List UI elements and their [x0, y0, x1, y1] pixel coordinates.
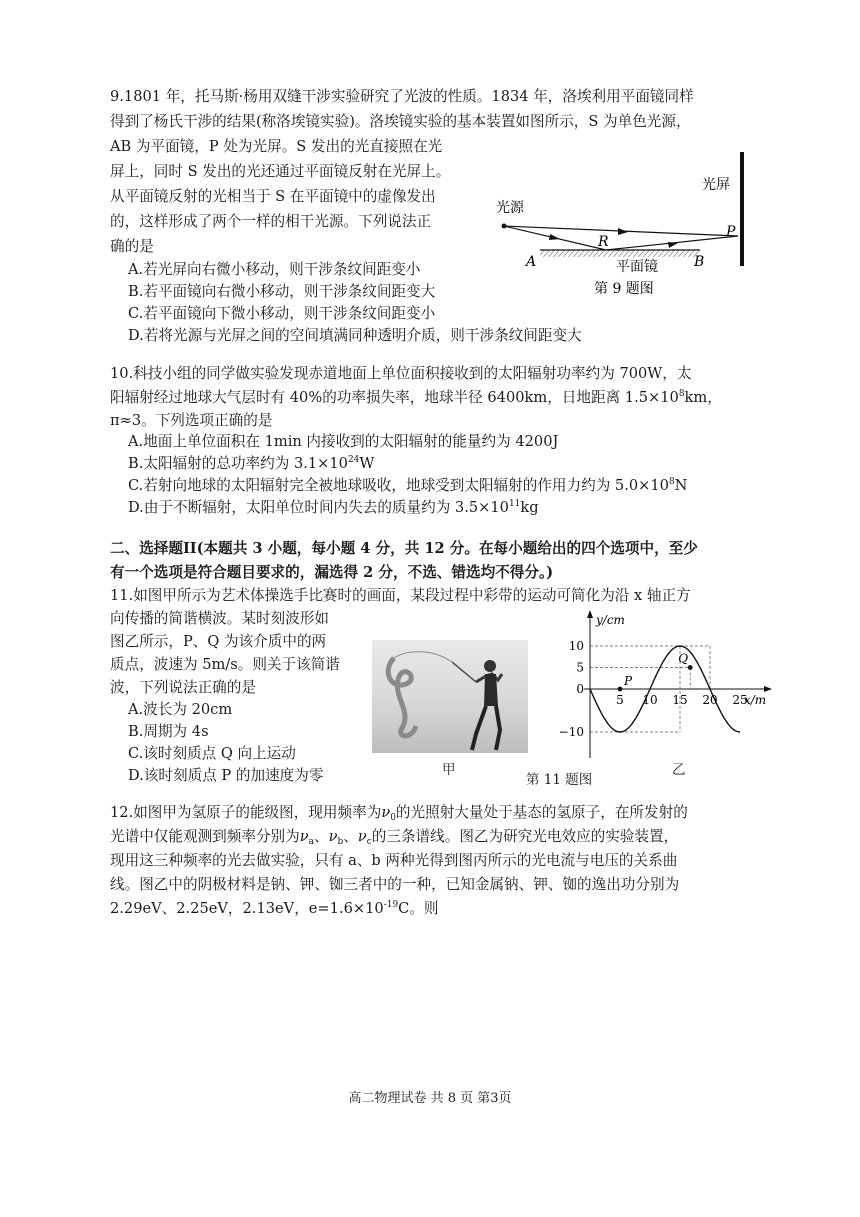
x-axis-label: x/m	[744, 693, 767, 707]
y-tick-label: −10	[558, 725, 584, 739]
q11-line-4: 质点，波速为 5m/s。则关于该简谐	[110, 656, 340, 673]
q10-line-3: π≈3。下列选项正确的是	[110, 412, 273, 429]
q9-option-d: D.若将光源与光屏之间的空间填满同种透明介质，则干涉条纹间距变大	[128, 327, 582, 344]
q9-line-3: AB 为平面镜，P 处为光屏。S 发出的光直接照在光	[110, 138, 443, 155]
screen-label: 光屏	[702, 177, 730, 193]
x-tick-label: 15	[672, 693, 688, 707]
page-footer: 高二物理试卷 共 8 页 第3页	[348, 1091, 512, 1106]
q12-line-3: 现用这三种频率的光去做实验，只有 a、b 两种光得到图丙所示的光电流与电压的关系曲	[110, 852, 678, 869]
gymnast-photo	[372, 640, 528, 753]
direct-ray-arrow	[618, 228, 628, 235]
q9-line-7: 确的是	[110, 238, 154, 255]
q10-option-a: A.地面上单位面积在 1min 内接收到的太阳辐射的能量约为 4200J	[128, 433, 559, 450]
q12-line-1: 12.如图甲为氢原子的能级图，现用频率为$\nu_0$的光照射大量处于基态的氢原子，在所发射的	[110, 804, 688, 823]
q9-figure-caption: 第 9 题图	[594, 281, 654, 297]
point-b-label: B	[694, 254, 705, 270]
y-tick-label: 5	[576, 660, 584, 675]
mirror-label: 平面镜	[616, 259, 658, 275]
q11-option-c: C.该时刻质点 Q 向上运动	[128, 745, 296, 762]
mirror-hatch	[540, 250, 700, 257]
q9-option-c: C.若平面镜向下微小移动，则干涉条纹间距变小	[128, 305, 436, 322]
q11-option-a: A.波长为 20cm	[128, 701, 233, 718]
q9-option-a: A.若光屏向右微小移动，则干涉条纹间距变小	[128, 261, 421, 278]
q10-line-1: 10.科技小组的同学做实验发现赤道地面上单位面积接收到的太阳辐射功率约为 700W，太	[110, 365, 692, 382]
q11-line-3: 图乙所示，P、Q 为该介质中的两	[110, 633, 327, 650]
point-q-label: Q	[678, 651, 689, 666]
q9-figure	[488, 150, 758, 300]
wave-graph	[540, 608, 780, 768]
source-label: 光源	[496, 200, 524, 216]
section-2-heading-line-2: 有一个选项是符合题目要求的，漏选得 2 分，不选、错选均不得分。)	[110, 564, 554, 581]
q12-line-5: 2.29eV、2.25eV，2.13eV，$e=1.6\times 10^{-19}C$。则	[110, 900, 439, 917]
q11-figure-caption: 第 11 题图	[526, 772, 593, 788]
gymnast-body	[484, 674, 498, 706]
q9-option-b: B.若平面镜向右微小移动，则干涉条纹间距变大	[128, 283, 436, 300]
reflected-ray-arrow	[668, 242, 678, 248]
q9-line-2: 得到了杨氏干涉的结果(称洛埃镜实验)。洛埃镜实验的基本装置如图所示，S 为单色光源，	[110, 113, 691, 130]
q9-line-6: 的，这样形成了两个一样的相干光源。下列说法正	[110, 213, 432, 230]
y-axis-arrow	[587, 610, 593, 618]
y-tick-label: 10	[568, 639, 584, 653]
y-axis-label: y/cm	[596, 613, 625, 627]
q11-option-b: B.周期为 4s	[128, 723, 209, 740]
point-a-label: A	[526, 254, 537, 270]
q12-line-4: 线。图乙中的阴极材料是钠、钾、铷三者中的一种，已知金属钠、钾、铷的逸出功分别为	[110, 876, 680, 893]
q9-line-1: 9.1801 年，托马斯·杨用双缝干涉实验研究了光波的性质。1834 年，洛埃利用平面镜同样	[110, 88, 694, 105]
q11-option-d: D.该时刻质点 P 的加速度为零	[128, 767, 324, 784]
section-2-heading-line-1: 二、选择题II(本题共 3 小题，每小题 4 分，共 12 分。在每小题给出的四个选项中，至少	[110, 540, 698, 557]
x-tick-label: 5	[616, 693, 624, 707]
point-p-label: P	[726, 224, 736, 240]
q10-line-2: 阳辐射经过地球大气层时有 40%的功率损失率，地球半径 6400km，日地距离 $1.5\times 10^8km$，	[110, 389, 722, 406]
x-tick-label: 25	[732, 693, 748, 707]
graph-label-yi: 乙	[672, 762, 686, 778]
q10-option-d: D.由于不断辐射，太阳单位时间内失去的质量约为 $3.5\times 10^{11}kg$	[128, 499, 539, 516]
x-axis-arrow	[764, 686, 772, 692]
point-p	[618, 687, 623, 692]
q11-line-5: 波，下列说法正确的是	[110, 679, 256, 696]
x-tick-label: 10	[642, 693, 658, 707]
y-tick-label: 0	[576, 682, 584, 696]
point-p-label: P	[624, 674, 633, 688]
gymnast-head	[484, 660, 496, 672]
q9-line-5: 从平面镜反射的光相当于 S 在平面镜中的虚像发出	[110, 188, 436, 205]
q12-line-2: 光谱中仅能观测到频率分别为$\nu_a$、$\nu_b$、$\nu_c$的三条谱线。图乙为研究光电效应的实验装置，	[110, 828, 679, 847]
q10-option-c: C.若射向地球的太阳辐射完全被地球吸收，地球受到太阳辐射的作用力约为 $5.0\times 10^8N$	[128, 477, 688, 494]
x-tick-label: 20	[702, 693, 718, 707]
q11-line-1: 11.如图甲所示为艺术体操选手比赛时的画面，某段过程中彩带的运动可简化为沿 x 轴正方	[110, 587, 691, 604]
q10-option-b: B.太阳辐射的总功率约为 $3.1\times 10^{24}W$	[128, 455, 375, 472]
q9-line-4: 屏上，同时 S 发出的光还通过平面镜反射在光屏上。	[110, 163, 451, 180]
q11-line-2: 向传播的简谐横波。某时刻波形如	[110, 610, 329, 627]
point-q	[688, 665, 693, 670]
photo-label-jia: 甲	[442, 762, 456, 778]
point-r-label: R	[598, 234, 609, 250]
incident-ray-arrow	[549, 234, 560, 240]
